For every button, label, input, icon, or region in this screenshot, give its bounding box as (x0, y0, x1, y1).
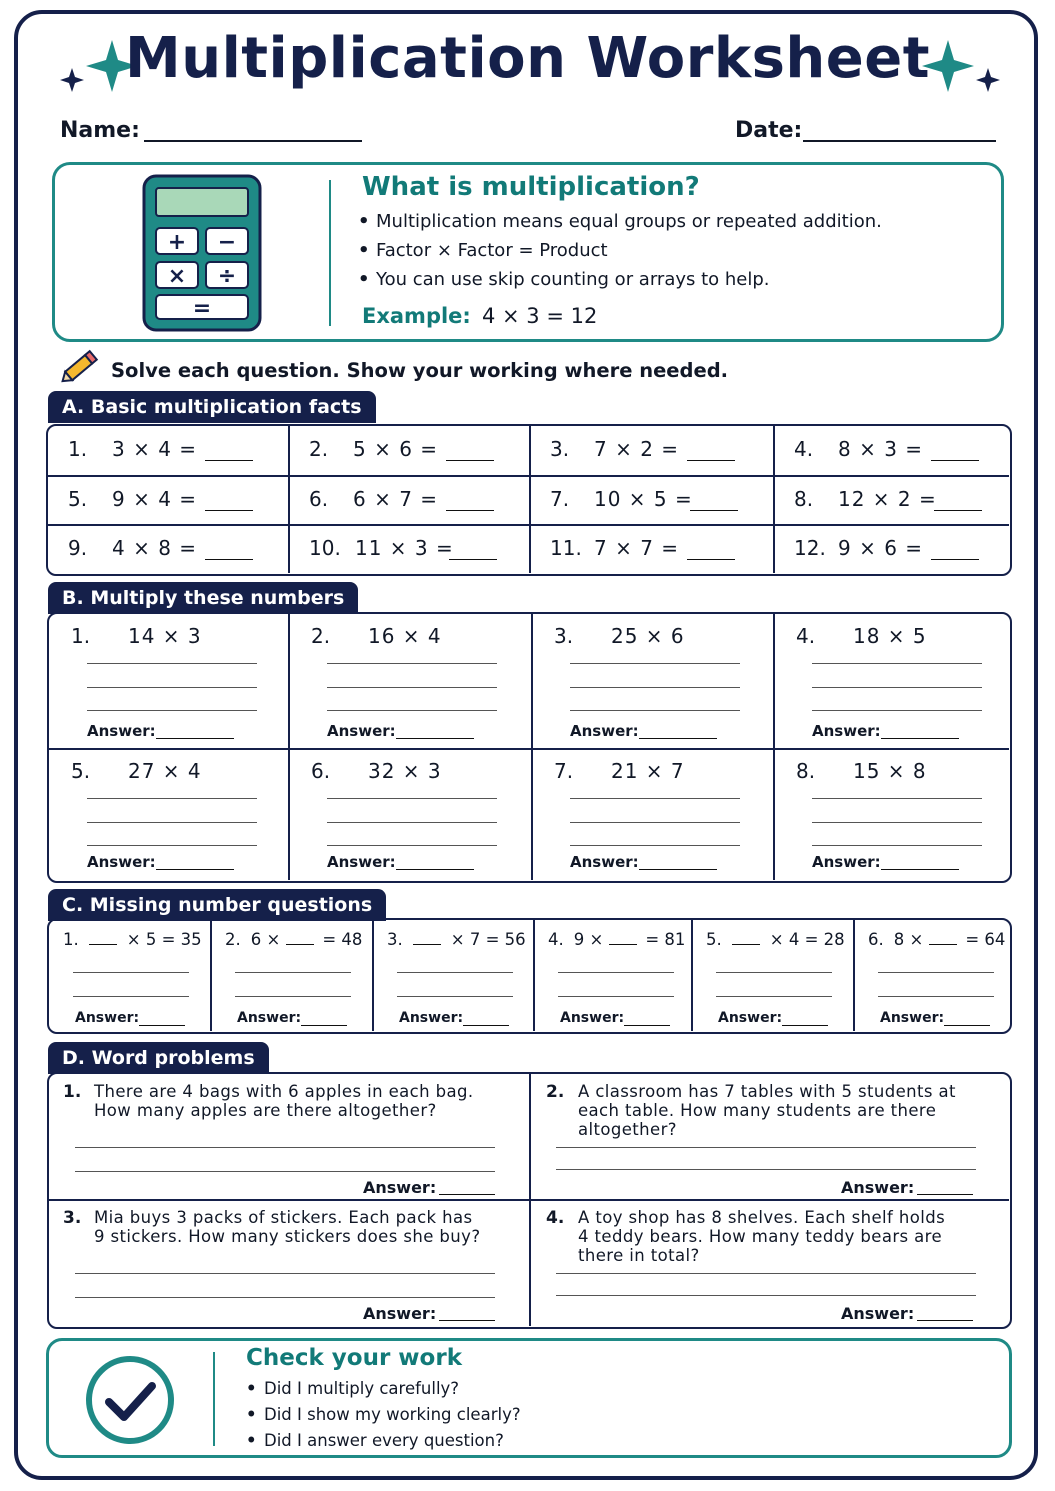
working-line[interactable] (327, 710, 497, 711)
question-number: 7. (550, 487, 570, 511)
info-bullets (358, 207, 882, 294)
question-expression: 10 × 5 = (594, 487, 693, 511)
calculator-icon (142, 174, 262, 334)
calc-key-divide: ÷ (217, 264, 237, 289)
working-line[interactable] (327, 687, 497, 688)
info-bullet: • Factor × Factor = Product (358, 236, 882, 265)
question-before: 9 × (573, 930, 604, 949)
answer-label: Answer: (363, 1304, 437, 1323)
working-line[interactable] (556, 1147, 976, 1148)
working-line[interactable] (235, 996, 351, 997)
question-number: 4. (548, 930, 564, 949)
question-line (225, 930, 362, 949)
check-bullet: • Did I show my working clearly? (246, 1402, 521, 1428)
problem-text (94, 1082, 474, 1120)
question-number: 1. (63, 930, 79, 949)
section-c-title: C. Missing number questions (48, 889, 386, 921)
answer-blank[interactable] (446, 460, 494, 461)
multiply-question (49, 614, 289, 749)
instruction-text: Solve each question. Show your working where needed. (111, 359, 729, 382)
answer-blank[interactable] (463, 1025, 509, 1026)
answer-blank[interactable] (139, 1025, 185, 1026)
fact-question (774, 476, 1009, 526)
check-heading: Check your work (246, 1345, 462, 1371)
question-number: 3. (550, 437, 570, 461)
info-bullet: • You can use skip counting or arrays to help. (358, 265, 882, 294)
problem-line: 4 teddy bears. How many teddy bears are (578, 1227, 943, 1246)
question-after: = 81 (645, 930, 686, 949)
problem-text (578, 1082, 956, 1139)
check-box (46, 1338, 1012, 1458)
question-number: 1. (63, 1082, 82, 1102)
question-after: × 4 = 28 (769, 930, 845, 949)
question-after: = 48 (322, 930, 363, 949)
answer-label: Answer: (75, 1010, 140, 1026)
working-line[interactable] (556, 1169, 976, 1170)
answer-blank[interactable] (934, 510, 982, 511)
question-before: 6 × (250, 930, 281, 949)
answer-blank[interactable] (931, 460, 979, 461)
working-line[interactable] (556, 1273, 976, 1274)
question-before: 8 × (893, 930, 924, 949)
working-line[interactable] (812, 687, 982, 688)
answer-label: Answer: (880, 1010, 945, 1026)
page-title: Multiplication Worksheet (124, 26, 931, 91)
question-expression: 3 × 4 = (112, 437, 198, 461)
question-after: × 7 = 56 (450, 930, 526, 949)
question-number: 2. (546, 1082, 565, 1102)
section-b-grid (47, 612, 1012, 883)
question-number: 1. (71, 624, 91, 648)
check-bullets (246, 1376, 521, 1454)
working-line[interactable] (75, 1147, 495, 1148)
working-line[interactable] (327, 663, 497, 664)
answer-blank[interactable] (917, 1320, 973, 1321)
pencil-icon (58, 348, 100, 388)
check-bullet: • Did I answer every question? (246, 1428, 521, 1454)
working-line[interactable] (812, 663, 982, 664)
multiply-question (532, 614, 774, 749)
multiply-question (532, 749, 774, 880)
fact-question (48, 525, 289, 575)
question-number: 4. (546, 1208, 565, 1228)
question-number: 6. (868, 930, 884, 949)
multiply-question (49, 749, 289, 880)
missing-number-question (373, 920, 534, 1031)
answer-blank[interactable] (396, 738, 474, 739)
section-a-grid (46, 424, 1012, 576)
question-number: 2. (225, 930, 241, 949)
answer-label: Answer: (87, 853, 156, 871)
question-number: 2. (309, 437, 329, 461)
date-field[interactable] (803, 140, 996, 142)
problem-line: A classroom has 7 tables with 5 students at (578, 1082, 956, 1101)
question-number: 6. (311, 759, 331, 783)
fact-question (289, 476, 530, 526)
question-number: 12. (794, 536, 826, 560)
question-expression: 14 × 3 (128, 624, 202, 648)
question-line (548, 930, 685, 949)
working-line[interactable] (878, 972, 994, 973)
working-line[interactable] (558, 972, 674, 973)
answer-label: Answer: (812, 853, 881, 871)
question-expression: 18 × 5 (853, 624, 927, 648)
working-line[interactable] (812, 798, 982, 799)
question-expression: 9 × 6 = (838, 536, 924, 560)
section-b-title: B. Multiply these numbers (48, 582, 358, 614)
section-d-grid (47, 1072, 1012, 1329)
calc-key-plus: + (167, 230, 187, 255)
working-line[interactable] (235, 972, 351, 973)
example-label: Example: (362, 304, 471, 328)
answer-blank[interactable] (624, 1025, 670, 1026)
name-label: Name: (60, 118, 140, 143)
question-line (387, 930, 526, 949)
question-expression: 11 × 3 = (355, 536, 454, 560)
word-problem (530, 1200, 1009, 1326)
missing-number-question (692, 920, 854, 1031)
answer-blank[interactable] (639, 738, 717, 739)
answer-label: Answer: (570, 722, 639, 740)
working-line[interactable] (570, 798, 740, 799)
multiply-question (774, 614, 1009, 749)
checkmark-circle-icon (84, 1354, 176, 1446)
answer-blank[interactable] (156, 738, 234, 739)
answer-label: Answer: (718, 1010, 783, 1026)
problem-line: there in total? (578, 1246, 700, 1265)
fact-question (530, 476, 774, 526)
working-line[interactable] (87, 798, 257, 799)
check-divider (213, 1352, 215, 1446)
working-line[interactable] (878, 996, 994, 997)
question-number: 4. (794, 437, 814, 461)
answer-blank[interactable] (205, 460, 253, 461)
question-number: 8. (796, 759, 816, 783)
working-line[interactable] (556, 1295, 976, 1296)
working-line[interactable] (716, 972, 832, 973)
answer-blank[interactable] (439, 1194, 495, 1195)
problem-line: How many apples are there altogether? (94, 1101, 437, 1120)
question-after: × 5 = 35 (126, 930, 202, 949)
missing-number-question (211, 920, 373, 1031)
answer-blank[interactable] (782, 1025, 828, 1026)
question-expression: 16 × 4 (368, 624, 442, 648)
question-line (868, 930, 1005, 949)
problem-line: altogether? (578, 1120, 677, 1139)
answer-blank[interactable] (690, 510, 738, 511)
working-line[interactable] (812, 845, 982, 846)
working-line[interactable] (327, 822, 497, 823)
question-number: 8. (794, 487, 814, 511)
question-expression: 32 × 3 (368, 759, 442, 783)
question-expression: 6 × 7 = (353, 487, 439, 511)
working-line[interactable] (570, 822, 740, 823)
question-expression: 21 × 7 (611, 759, 685, 783)
answer-blank[interactable] (156, 869, 234, 870)
problem-text (578, 1208, 945, 1265)
question-number: 10. (309, 536, 341, 560)
missing-blank[interactable] (286, 944, 314, 945)
info-heading: What is multiplication? (362, 172, 700, 202)
section-a-title: A. Basic multiplication facts (48, 391, 376, 423)
missing-number-question (49, 920, 211, 1031)
answer-label: Answer: (841, 1178, 915, 1197)
answer-blank[interactable] (205, 559, 253, 560)
working-line[interactable] (397, 996, 513, 997)
multiply-question (774, 749, 1009, 880)
fact-question (774, 525, 1009, 575)
problem-line: 9 stickers. How many stickers does she buy? (94, 1227, 481, 1246)
missing-blank[interactable] (929, 944, 957, 945)
question-number: 6. (309, 487, 329, 511)
question-expression: 8 × 3 = (838, 437, 924, 461)
answer-label: Answer: (87, 722, 156, 740)
answer-label: Answer: (363, 1178, 437, 1197)
answer-blank[interactable] (687, 460, 735, 461)
question-expression: 7 × 2 = (594, 437, 680, 461)
answer-label: Answer: (560, 1010, 625, 1026)
answer-blank[interactable] (205, 510, 253, 511)
word-problem (49, 1074, 530, 1200)
question-expression: 4 × 8 = (112, 536, 198, 560)
answer-label: Answer: (327, 853, 396, 871)
problem-line: A toy shop has 8 shelves. Each shelf holds (578, 1208, 946, 1227)
question-number: 5. (71, 759, 91, 783)
question-line (706, 930, 845, 949)
working-line[interactable] (570, 687, 740, 688)
working-line[interactable] (75, 1297, 495, 1298)
answer-label: Answer: (812, 722, 881, 740)
question-expression: 25 × 6 (611, 624, 685, 648)
question-expression: 7 × 7 = (594, 536, 680, 560)
question-number: 1. (68, 437, 88, 461)
question-after: = 64 (965, 930, 1006, 949)
question-number: 11. (550, 536, 582, 560)
working-line[interactable] (87, 663, 257, 664)
working-line[interactable] (73, 996, 189, 997)
question-expression: 9 × 4 = (112, 487, 198, 511)
fact-question (530, 426, 774, 476)
question-number: 9. (68, 536, 88, 560)
date-label: Date: (735, 118, 803, 143)
fact-question (48, 426, 289, 476)
working-line[interactable] (570, 663, 740, 664)
missing-blank[interactable] (732, 944, 760, 945)
missing-blank[interactable] (89, 944, 117, 945)
answer-blank[interactable] (301, 1025, 347, 1026)
question-number: 3. (63, 1208, 82, 1228)
problem-text (94, 1208, 480, 1246)
missing-number-question (854, 920, 1009, 1031)
fact-question (48, 476, 289, 526)
multiply-question (289, 614, 532, 749)
problem-line: each table. How many students are there (578, 1101, 937, 1120)
question-number: 5. (706, 930, 722, 949)
info-bullet: • Multiplication means equal groups or repeated addition. (358, 207, 882, 236)
working-line[interactable] (75, 1171, 495, 1172)
working-line[interactable] (558, 996, 674, 997)
example-value: 4 × 3 = 12 (482, 304, 598, 328)
working-line[interactable] (87, 822, 257, 823)
question-expression: 27 × 4 (128, 759, 202, 783)
working-line[interactable] (73, 972, 189, 973)
info-divider (329, 180, 331, 326)
calc-key-minus: − (217, 230, 237, 255)
answer-blank[interactable] (944, 1025, 990, 1026)
section-d-title: D. Word problems (48, 1042, 269, 1074)
working-line[interactable] (87, 845, 257, 846)
working-line[interactable] (75, 1273, 495, 1274)
working-line[interactable] (812, 822, 982, 823)
question-expression: 12 × 2 = (838, 487, 937, 511)
working-line[interactable] (570, 845, 740, 846)
missing-number-question (534, 920, 692, 1031)
answer-label: Answer: (237, 1010, 302, 1026)
answer-blank[interactable] (917, 1194, 973, 1195)
question-number: 4. (796, 624, 816, 648)
name-field[interactable] (144, 140, 362, 142)
answer-label: Answer: (570, 853, 639, 871)
answer-blank[interactable] (396, 869, 474, 870)
question-number: 3. (554, 624, 574, 648)
multiply-question (289, 749, 532, 880)
question-number: 3. (387, 930, 403, 949)
answer-blank[interactable] (687, 559, 735, 560)
problem-line: There are 4 bags with 6 apples in each bag. (94, 1082, 474, 1101)
question-number: 5. (68, 487, 88, 511)
problem-line: Mia buys 3 packs of stickers. Each pack has (94, 1208, 473, 1227)
working-line[interactable] (327, 798, 497, 799)
working-line[interactable] (87, 687, 257, 688)
answer-label: Answer: (841, 1304, 915, 1323)
calc-key-times: × (167, 264, 187, 289)
calc-key-equals: = (192, 296, 212, 321)
working-line[interactable] (397, 972, 513, 973)
working-line[interactable] (570, 710, 740, 711)
working-line[interactable] (812, 710, 982, 711)
word-problem (530, 1074, 1009, 1200)
fact-question (774, 426, 1009, 476)
answer-label: Answer: (399, 1010, 464, 1026)
fact-question (289, 525, 530, 575)
missing-blank[interactable] (413, 944, 441, 945)
word-problem (49, 1200, 530, 1326)
section-c-grid (47, 918, 1012, 1034)
missing-blank[interactable] (609, 944, 637, 945)
answer-blank[interactable] (449, 559, 497, 560)
working-line[interactable] (87, 710, 257, 711)
working-line[interactable] (327, 845, 497, 846)
question-number: 7. (554, 759, 574, 783)
question-expression: 5 × 6 = (353, 437, 439, 461)
answer-label: Answer: (327, 722, 396, 740)
question-expression: 15 × 8 (853, 759, 927, 783)
answer-blank[interactable] (931, 559, 979, 560)
answer-blank[interactable] (881, 869, 959, 870)
working-line[interactable] (716, 996, 832, 997)
answer-blank[interactable] (881, 738, 959, 739)
fact-question (530, 525, 774, 575)
check-bullet: • Did I multiply carefully? (246, 1376, 521, 1402)
answer-blank[interactable] (439, 1320, 495, 1321)
fact-question (289, 426, 530, 476)
question-line (63, 930, 202, 949)
answer-blank[interactable] (639, 869, 717, 870)
answer-blank[interactable] (446, 510, 494, 511)
question-number: 2. (311, 624, 331, 648)
